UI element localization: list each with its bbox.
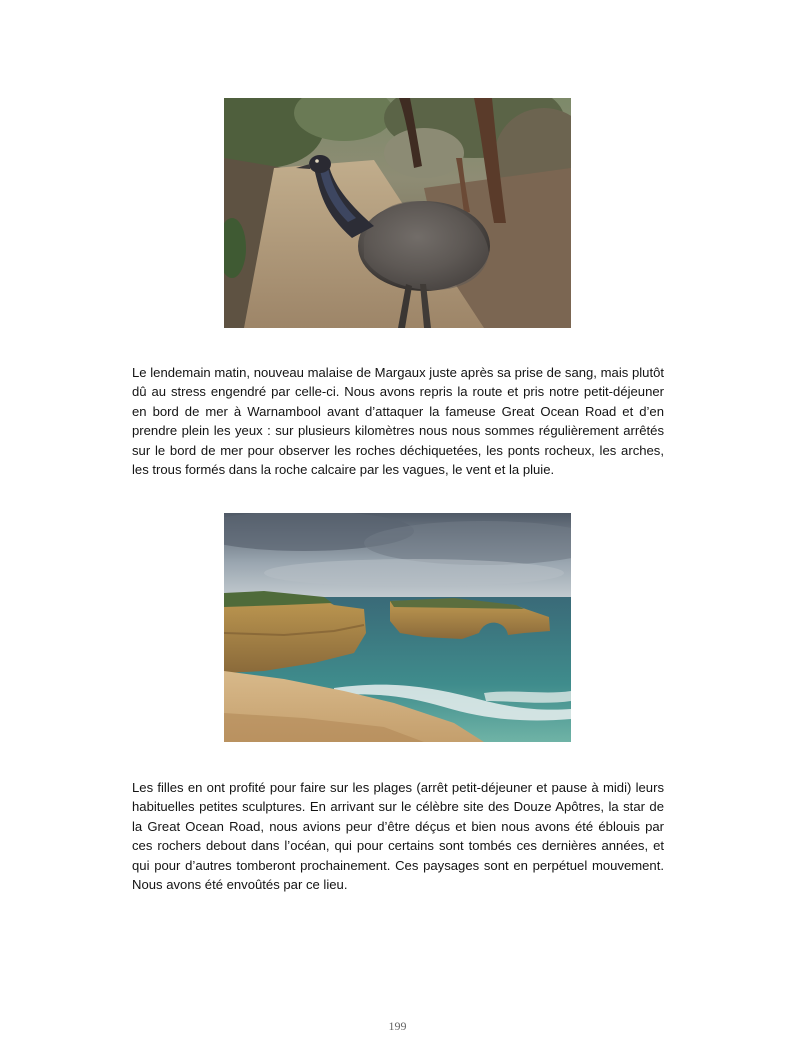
emu-photo <box>224 98 571 328</box>
paragraph-douze-apotres: Les filles en ont profité pour faire sur les plages (arrêt petit-déjeuner et pause à midi) leurs habituelles petites sculptures. En arrivant sur le célèbre site des Douze Apôtres, la star de la Great Ocean Road, nous avions peur d’être déçus et bien nous avons été éblouis par ces rochers debout dans l’océan, qui pour certains sont tombés ces dernières années, et qui pour d’autres tomberont prochainement. Ces paysages sont en perpétuel mouvement. Nous avons été envoûtés par ce lieu. <box>132 780 664 893</box>
sea-arch-photo <box>224 513 571 742</box>
paragraph-great-ocean-road: Le lendemain matin, nouveau malaise de Margaux juste après sa prise de sang, mais plutôt dû au stress engendré par celle-ci. Nous avons repris la route et pris notre petit-déjeuner en bord de mer à Warnambool avant d’attaquer la fameuse Great Ocean Road et d’en prendre plein les yeux : sur plusieurs kilomètres nous nous sommes régulièrement arrêtés sur le bord de mer pour observer les roches déchiquetées, les ponts rocheux, les arches, les trous formés dans la roche calcaire par les vagues, le vent et la pluie. <box>132 365 664 478</box>
page-number: 199 <box>388 1019 407 1033</box>
